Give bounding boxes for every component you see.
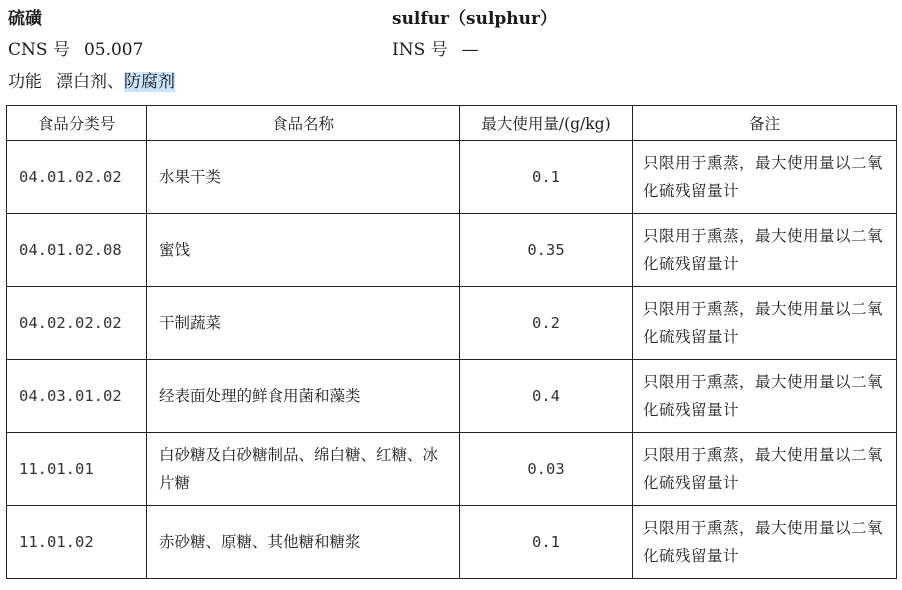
cell-category-code: 11.01.01 [7,433,147,506]
cell-food-name: 蜜饯 [147,214,460,287]
cell-max-usage: 0.03 [460,433,633,506]
table-row [7,433,897,506]
table-row [7,141,897,214]
cell-category-code: 04.02.02.02 [7,287,147,360]
cell-food-name: 赤砂糖、原糖、其他糖和糖浆 [147,506,460,579]
cell-food-name: 经表面处理的鲜食用菌和藻类 [147,360,460,433]
column-header-max-usage: 最大使用量/(g/kg) [460,106,633,141]
cell-category-code: 04.01.02.02 [7,141,147,214]
cell-remarks: 只限用于熏蒸，最大使用量以二氧化硫残留量计 [633,214,897,287]
cell-food-name: 水果干类 [147,141,460,214]
cell-max-usage: 0.4 [460,360,633,433]
cell-food-name: 干制蔬菜 [147,287,460,360]
table-row [7,360,897,433]
cell-category-code: 11.01.02 [7,506,147,579]
table-row [7,506,897,579]
cns-value: 05.007 [83,40,144,60]
selected-text[interactable]: 防腐剂 [124,72,175,92]
column-header-remarks: 备注 [633,106,897,141]
function-value: 漂白剂、 [56,72,124,92]
cell-category-code: 04.01.02.08 [7,214,147,287]
cns-label: CNS 号 [8,40,70,60]
column-header-category-code: 食品分类号 [7,106,147,141]
ins-value: — [461,40,479,60]
cell-max-usage: 0.1 [460,506,633,579]
table-row [7,214,897,287]
ins-number-row [392,39,479,61]
cell-max-usage: 0.35 [460,214,633,287]
cell-remarks: 只限用于熏蒸，最大使用量以二氧化硫残留量计 [633,287,897,360]
function-row [8,71,175,93]
cell-category-code: 04.03.01.02 [7,360,147,433]
cell-max-usage: 0.1 [460,141,633,214]
cell-max-usage: 0.2 [460,287,633,360]
ins-label: INS 号 [392,40,448,60]
table-header-row [7,106,897,141]
function-label: 功能 [8,72,42,92]
cns-number-row [8,39,143,61]
additive-name-cn: 硫磺 [8,9,42,29]
cell-food-name: 白砂糖及白砂糖制品、绵白糖、红糖、冰片糖 [147,433,460,506]
cell-remarks: 只限用于熏蒸，最大使用量以二氧化硫残留量计 [633,506,897,579]
table-row [7,287,897,360]
cell-remarks: 只限用于熏蒸，最大使用量以二氧化硫残留量计 [633,141,897,214]
usage-table [6,105,897,579]
additive-name-en: sulfur（sulphur） [392,9,557,29]
column-header-food-name: 食品名称 [147,106,460,141]
cell-remarks: 只限用于熏蒸，最大使用量以二氧化硫残留量计 [633,433,897,506]
cell-remarks: 只限用于熏蒸，最大使用量以二氧化硫残留量计 [633,360,897,433]
